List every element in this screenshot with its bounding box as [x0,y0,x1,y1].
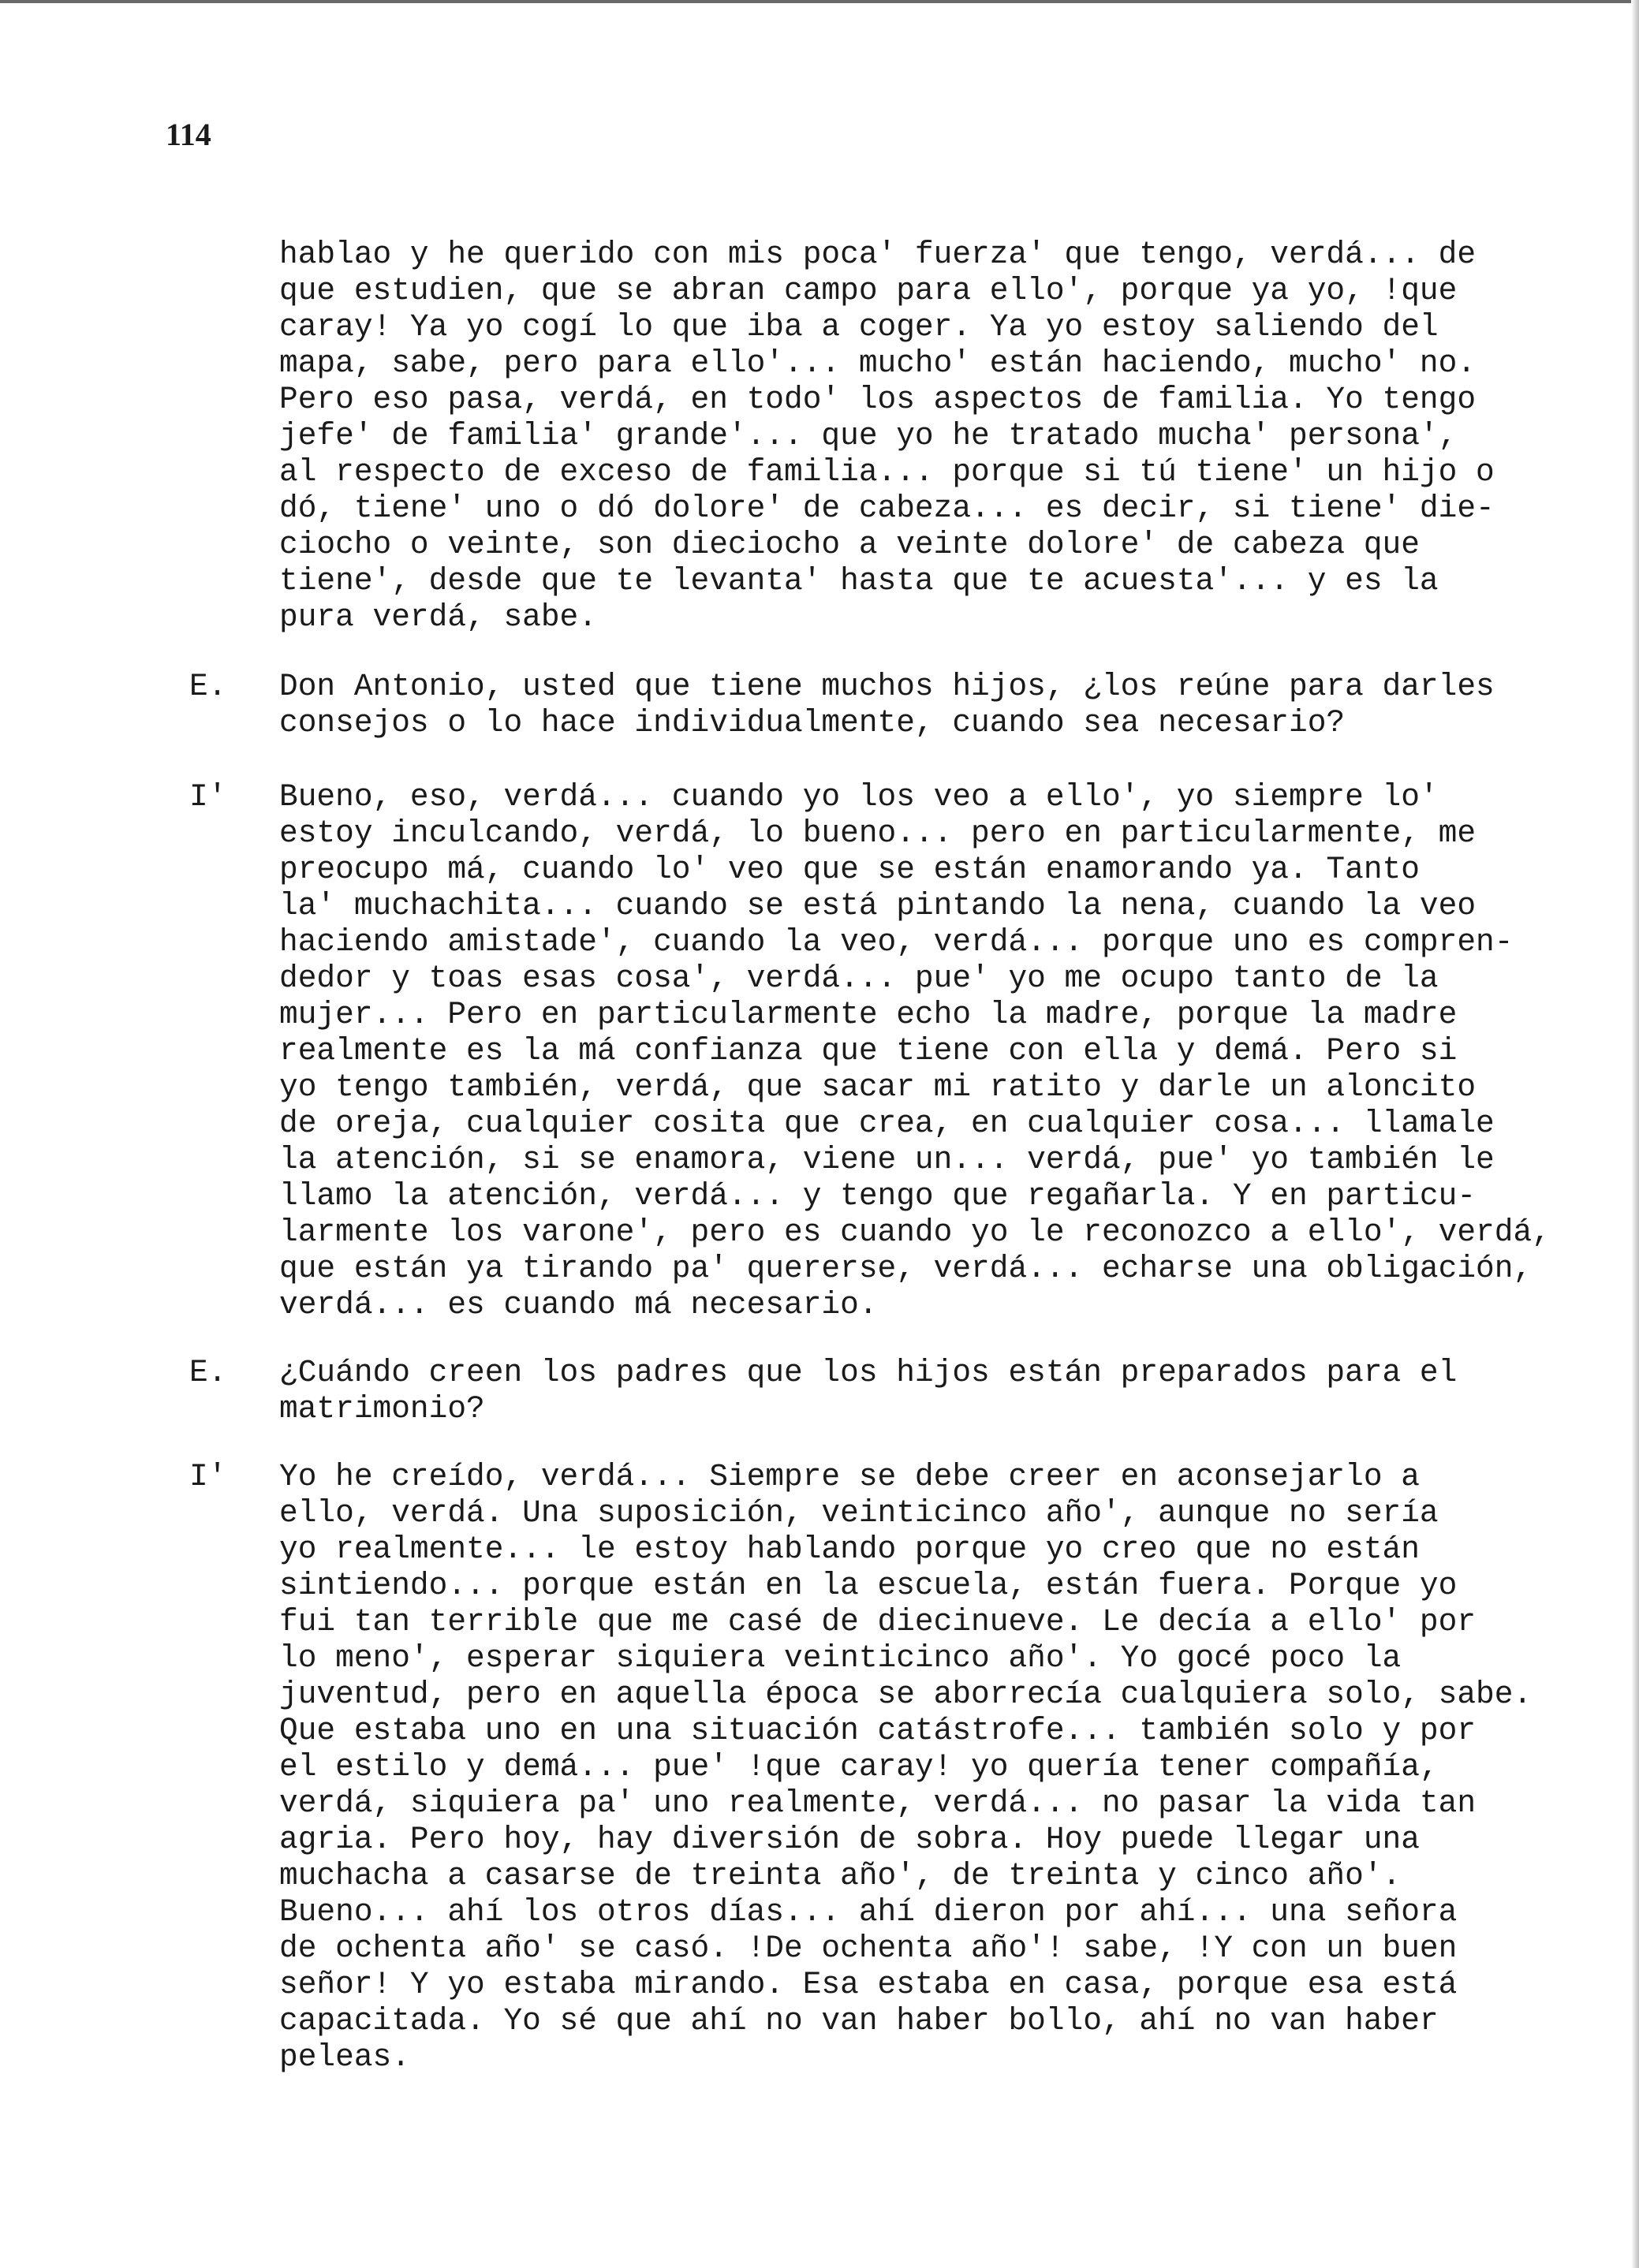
page-number: 114 [166,117,211,152]
text-line: yo realmente... le estoy hablando porque yo creo que no están [279,1531,1420,1567]
paragraph-text [279,237,1495,636]
text-line: que estudien, que se abran campo para ello', porque ya yo, !que [279,273,1458,308]
paragraph-text [279,669,1495,741]
text-line: verdá... es cuando má necesario. [279,1287,878,1322]
speaker-label: I' [189,779,227,815]
speaker-label: I' [189,1459,227,1494]
paragraph-text [279,1355,1457,1427]
text-line: Que estaba uno en una situación catástrofe... también solo y por [279,1713,1477,1748]
text-line: hablao y he querido con mis poca' fuerza' que tengo, verdá... de [279,237,1477,272]
text-line: mapa, sabe, pero para ello'... mucho' están haciendo, mucho' no. [279,345,1477,381]
text-line: jefe' de familia' grande'... que yo he tratado mucha' persona', [279,418,1458,453]
text-line: ciocho o veinte, son dieciocho a veinte dolore' de cabeza que [279,527,1420,562]
text-line: Bueno... ahí los otros días... ahí dieron por ahí... una señora [279,1894,1458,1930]
text-line: al respecto de exceso de familia... porque si tú tiene' un hijo o [279,454,1495,490]
speaker-label: E. [189,1355,227,1390]
text-line: dedor y toas esas cosa', verdá... pue' yo me ocupo tanto de la [279,961,1439,996]
text-line: Yo he creído, verdá... Siempre se debe creer en aconsejarlo a [279,1459,1420,1494]
text-line: preocupo má, cuando lo' veo que se están enamorando ya. Tanto [279,852,1420,887]
text-line: larmente los varone', pero es cuando yo le reconozco a ello', verdá, [279,1214,1551,1250]
text-line: yo tengo también, verdá, que sacar mi ratito y darle un aloncito [279,1069,1477,1105]
text-line: ¿Cuándo creen los padres que los hijos están preparados para el [279,1355,1458,1390]
text-line: de oreja, cualquier cosita que crea, en cualquier cosa... llamale [279,1106,1495,1141]
text-line: la atención, si se enamora, viene un... verdá, pue' yo también le [279,1142,1495,1177]
text-line: matrimonio? [279,1391,485,1427]
text-line: pura verdá, sabe. [279,599,597,635]
text-line: peleas. [279,2039,410,2075]
text-line: fui tan terrible que me casé de diecinueve. Le decía a ello' por [279,1604,1477,1639]
text-line: capacitada. Yo sé que ahí no van haber bollo, ahí no van haber [279,2003,1439,2039]
text-line: ello, verdá. Una suposición, veinticinco año', aunque no sería [279,1495,1439,1531]
text-line: agria. Pero hoy, hay diversión de sobra. Hoy puede llegar una [279,1822,1420,1857]
text-line: mujer... Pero en particularmente echo la madre, porque la madre [279,997,1458,1032]
text-line: realmente es la má confianza que tiene con ella y demá. Pero si [279,1033,1458,1069]
paragraph-text [279,1459,1532,2076]
paragraph-text [279,779,1551,1323]
text-line: Bueno, eso, verdá... cuando yo los veo a ello', yo siempre lo' [279,779,1439,815]
text-line: dó, tiene' uno o dó dolore' de cabeza... es decir, si tiene' die- [279,491,1495,526]
text-line: la' muchachita... cuando se está pintando la nena, cuando la veo [279,888,1477,923]
text-line: señor! Y yo estaba mirando. Esa estaba en casa, porque esa está [279,1967,1458,2002]
text-line: sintiendo... porque están en la escuela, están fuera. Porque yo [279,1568,1458,1603]
speaker-label: E. [189,669,227,704]
text-line: caray! Ya yo cogí lo que iba a coger. Ya yo estoy saliendo del [279,309,1439,345]
text-line: estoy inculcando, verdá, lo bueno... pero en particularmente, me [279,815,1477,851]
text-line: el estilo y demá... pue' !que caray! yo quería tener compañía, [279,1749,1439,1785]
text-line: consejos o lo hace individualmente, cuando sea necesario? [279,705,1346,740]
text-line: Pero eso pasa, verdá, en todo' los aspectos de familia. Yo tengo [279,382,1477,417]
text-line: llamo la atención, verdá... y tengo que regañarla. Y en particu- [279,1178,1477,1214]
text-line: Don Antonio, usted que tiene muchos hijos, ¿los reúne para darles [279,669,1495,704]
text-line: verdá, siquiera pa' uno realmente, verdá... no pasar la vida tan [279,1785,1477,1821]
text-line: de ochenta año' se casó. !De ochenta año'! sabe, !Y con un buen [279,1930,1458,1966]
text-line: juventud, pero en aquella época se aborrecía cualquiera solo, sabe. [279,1677,1533,1712]
scan-top-edge [0,0,1639,3]
text-line: muchacha a casarse de treinta año', de treinta y cinco año'. [279,1858,1402,1893]
text-line: que están ya tirando pa' quererse, verdá... echarse una obligación, [279,1251,1533,1286]
text-line: tiene', desde que te levanta' hasta que te acuesta'... y es la [279,563,1439,599]
text-line: haciendo amistade', cuando la veo, verdá... porque uno es compren- [279,924,1514,960]
text-line: lo meno', esperar siquiera veinticinco año'. Yo gocé poco la [279,1640,1402,1676]
scan-right-edge [1631,0,1639,2268]
